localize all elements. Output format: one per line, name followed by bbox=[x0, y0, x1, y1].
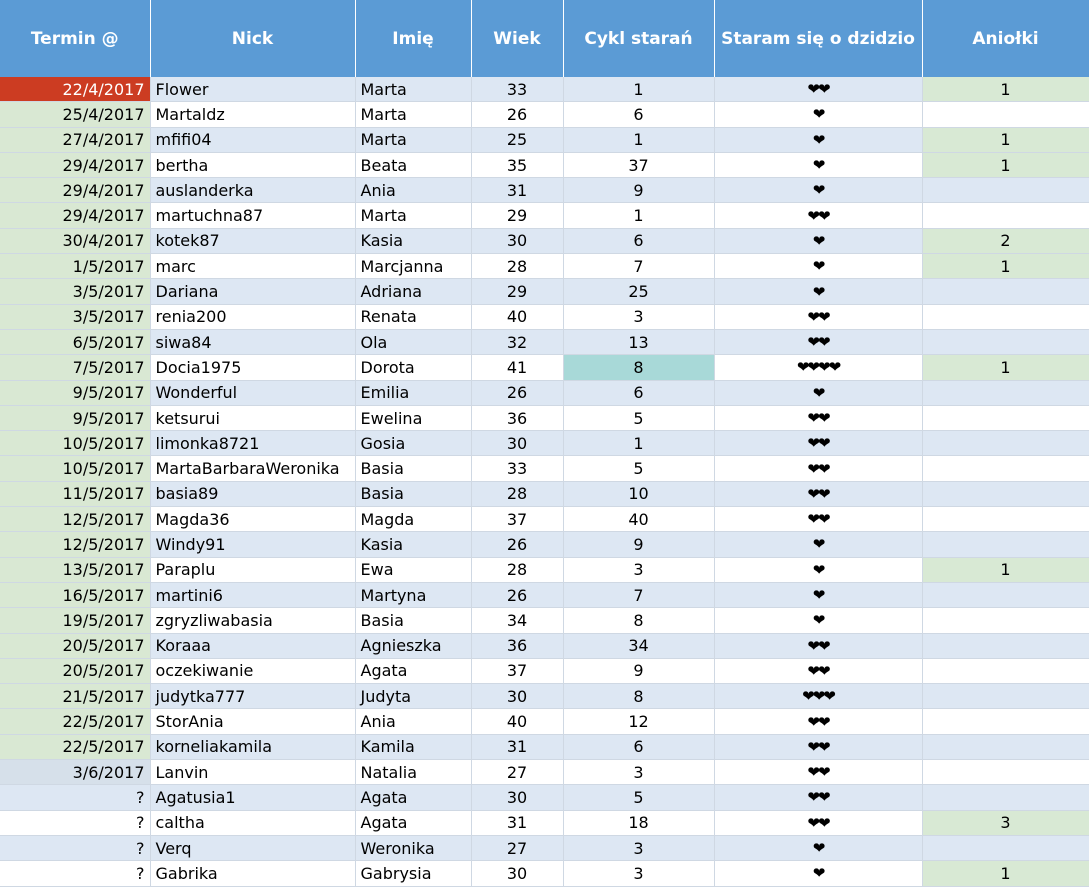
cell-wiek[interactable]: 26 bbox=[471, 532, 563, 557]
header-imie[interactable]: Imię bbox=[355, 0, 471, 77]
hearts-icon[interactable]: ❤ bbox=[714, 380, 922, 405]
cell-nick[interactable]: Verq bbox=[150, 835, 355, 860]
hearts-icon[interactable]: ❤ bbox=[714, 532, 922, 557]
cell-imie[interactable]: Magda bbox=[355, 507, 471, 532]
cell-aniolki[interactable] bbox=[922, 481, 1089, 506]
cell-imie[interactable]: Renata bbox=[355, 304, 471, 329]
cell-cykl[interactable]: 8 bbox=[563, 684, 714, 709]
hearts-icon[interactable]: ❤ bbox=[714, 608, 922, 633]
cell-aniolki[interactable] bbox=[922, 102, 1089, 127]
cell-cykl[interactable]: 3 bbox=[563, 760, 714, 785]
table-row bbox=[0, 304, 1089, 329]
hearts-icon[interactable]: ❤ bbox=[714, 178, 922, 203]
cell-aniolki[interactable]: 1 bbox=[922, 557, 1089, 582]
table-row bbox=[0, 203, 1089, 228]
cell-nick[interactable]: Koraaa bbox=[150, 633, 355, 658]
hearts-icon[interactable]: ❤ bbox=[714, 102, 922, 127]
cell-termin[interactable]: 12/5/2017 bbox=[0, 507, 150, 532]
cell-cykl[interactable]: 9 bbox=[563, 658, 714, 683]
cell-imie[interactable]: Weronika bbox=[355, 835, 471, 860]
cell-termin[interactable]: 1/5/2017 bbox=[0, 254, 150, 279]
table-row bbox=[0, 684, 1089, 709]
hearts-icon[interactable]: ❤❤❤❤ bbox=[714, 355, 922, 380]
hearts-icon[interactable]: ❤❤❤ bbox=[714, 684, 922, 709]
cell-termin[interactable]: 11/5/2017 bbox=[0, 481, 150, 506]
cell-aniolki[interactable] bbox=[922, 658, 1089, 683]
cell-nick[interactable]: siwa84 bbox=[150, 329, 355, 354]
cell-nick[interactable]: bertha bbox=[150, 152, 355, 177]
cell-cykl[interactable]: 6 bbox=[563, 380, 714, 405]
cell-imie[interactable]: Marta bbox=[355, 102, 471, 127]
table-row bbox=[0, 734, 1089, 759]
cell-imie[interactable]: Gabrysia bbox=[355, 861, 471, 886]
cell-termin[interactable]: 9/5/2017 bbox=[0, 380, 150, 405]
cell-wiek[interactable]: 36 bbox=[471, 405, 563, 430]
cell-nick[interactable]: Wonderful bbox=[150, 380, 355, 405]
cell-termin[interactable]: 22/5/2017 bbox=[0, 734, 150, 759]
cell-termin[interactable]: 19/5/2017 bbox=[0, 608, 150, 633]
cell-termin[interactable]: ? bbox=[0, 810, 150, 835]
cell-wiek[interactable]: 26 bbox=[471, 102, 563, 127]
cell-termin[interactable]: 10/5/2017 bbox=[0, 431, 150, 456]
cell-wiek[interactable]: 32 bbox=[471, 329, 563, 354]
cell-cykl[interactable]: 25 bbox=[563, 279, 714, 304]
cell-imie[interactable]: Ewa bbox=[355, 557, 471, 582]
hearts-icon[interactable]: ❤❤ bbox=[714, 304, 922, 329]
cell-nick[interactable]: Docia1975 bbox=[150, 355, 355, 380]
cell-wiek[interactable]: 29 bbox=[471, 203, 563, 228]
cell-nick[interactable]: auslanderka bbox=[150, 178, 355, 203]
cell-aniolki[interactable]: 3 bbox=[922, 810, 1089, 835]
cell-wiek[interactable]: 31 bbox=[471, 178, 563, 203]
cell-wiek[interactable]: 33 bbox=[471, 77, 563, 102]
cell-nick[interactable]: renia200 bbox=[150, 304, 355, 329]
cell-cykl[interactable]: 5 bbox=[563, 456, 714, 481]
cell-cykl[interactable]: 3 bbox=[563, 304, 714, 329]
cell-nick[interactable]: Paraplu bbox=[150, 557, 355, 582]
cell-wiek[interactable]: 30 bbox=[471, 431, 563, 456]
cell-cykl[interactable]: 6 bbox=[563, 734, 714, 759]
cell-cykl[interactable]: 3 bbox=[563, 835, 714, 860]
cell-imie[interactable]: Kasia bbox=[355, 228, 471, 253]
cell-cykl[interactable]: 13 bbox=[563, 329, 714, 354]
cell-termin[interactable]: 3/5/2017 bbox=[0, 279, 150, 304]
cell-imie[interactable]: Ewelina bbox=[355, 405, 471, 430]
table-row bbox=[0, 760, 1089, 785]
cell-aniolki[interactable] bbox=[922, 304, 1089, 329]
cell-wiek[interactable]: 28 bbox=[471, 557, 563, 582]
hearts-icon[interactable]: ❤ bbox=[714, 152, 922, 177]
cell-imie[interactable]: Dorota bbox=[355, 355, 471, 380]
hearts-icon[interactable]: ❤❤ bbox=[714, 658, 922, 683]
cell-aniolki[interactable] bbox=[922, 532, 1089, 557]
cell-wiek[interactable]: 34 bbox=[471, 608, 563, 633]
table-row bbox=[0, 431, 1089, 456]
cell-aniolki[interactable] bbox=[922, 633, 1089, 658]
cell-wiek[interactable]: 27 bbox=[471, 760, 563, 785]
table-row bbox=[0, 279, 1089, 304]
cell-aniolki[interactable] bbox=[922, 279, 1089, 304]
cell-imie[interactable]: Basia bbox=[355, 456, 471, 481]
table-row bbox=[0, 709, 1089, 734]
cell-imie[interactable]: Marcjanna bbox=[355, 254, 471, 279]
hearts-icon[interactable]: ❤❤ bbox=[714, 760, 922, 785]
cell-cykl[interactable]: 7 bbox=[563, 582, 714, 607]
cell-wiek[interactable]: 30 bbox=[471, 785, 563, 810]
table-row bbox=[0, 557, 1089, 582]
cell-cykl[interactable]: 9 bbox=[563, 178, 714, 203]
cell-cykl[interactable]: 18 bbox=[563, 810, 714, 835]
header-row bbox=[0, 0, 1089, 77]
cell-termin[interactable]: 3/5/2017 bbox=[0, 304, 150, 329]
cell-aniolki[interactable] bbox=[922, 734, 1089, 759]
cell-nick[interactable]: martuchna87 bbox=[150, 203, 355, 228]
hearts-icon[interactable]: ❤ bbox=[714, 254, 922, 279]
cell-wiek[interactable]: 40 bbox=[471, 709, 563, 734]
cell-termin[interactable]: 10/5/2017 bbox=[0, 456, 150, 481]
cell-nick[interactable]: Magda36 bbox=[150, 507, 355, 532]
table-row bbox=[0, 152, 1089, 177]
cell-imie[interactable]: Basia bbox=[355, 481, 471, 506]
cell-nick[interactable]: oczekiwanie bbox=[150, 658, 355, 683]
cell-aniolki[interactable] bbox=[922, 203, 1089, 228]
cell-aniolki[interactable] bbox=[922, 785, 1089, 810]
cell-nick[interactable]: Windy91 bbox=[150, 532, 355, 557]
cell-aniolki[interactable]: 1 bbox=[922, 77, 1089, 102]
cell-termin[interactable]: 29/4/2017 bbox=[0, 203, 150, 228]
cell-nick[interactable]: Martaldz bbox=[150, 102, 355, 127]
cell-termin[interactable]: 21/5/2017 bbox=[0, 684, 150, 709]
hearts-icon[interactable]: ❤❤ bbox=[714, 456, 922, 481]
table-row bbox=[0, 532, 1089, 557]
cell-nick[interactable]: kotek87 bbox=[150, 228, 355, 253]
cell-termin[interactable]: 20/5/2017 bbox=[0, 633, 150, 658]
table-row bbox=[0, 861, 1089, 886]
cell-cykl[interactable]: 3 bbox=[563, 861, 714, 886]
table-row bbox=[0, 355, 1089, 380]
cell-cykl[interactable]: 12 bbox=[563, 709, 714, 734]
table-row bbox=[0, 127, 1089, 152]
hearts-icon[interactable]: ❤❤ bbox=[714, 481, 922, 506]
cell-nick[interactable]: basia89 bbox=[150, 481, 355, 506]
cell-termin[interactable]: 29/4/2017 bbox=[0, 178, 150, 203]
header-wiek[interactable]: Wiek bbox=[471, 0, 563, 77]
cell-cykl[interactable]: 1 bbox=[563, 431, 714, 456]
cell-cykl[interactable]: 3 bbox=[563, 557, 714, 582]
cell-termin[interactable]: 13/5/2017 bbox=[0, 557, 150, 582]
cell-wiek[interactable]: 30 bbox=[471, 861, 563, 886]
cell-aniolki[interactable] bbox=[922, 709, 1089, 734]
cell-nick[interactable]: MartaBarbaraWeronika bbox=[150, 456, 355, 481]
cell-imie[interactable]: Martyna bbox=[355, 582, 471, 607]
cell-cykl[interactable]: 8 bbox=[563, 355, 714, 380]
cell-cykl[interactable]: 7 bbox=[563, 254, 714, 279]
cell-termin[interactable]: ? bbox=[0, 861, 150, 886]
cell-cykl[interactable]: 40 bbox=[563, 507, 714, 532]
table-row bbox=[0, 633, 1089, 658]
hearts-icon[interactable]: ❤ bbox=[714, 861, 922, 886]
cell-aniolki[interactable] bbox=[922, 684, 1089, 709]
table-row bbox=[0, 329, 1089, 354]
table-row bbox=[0, 481, 1089, 506]
cell-nick[interactable]: Agatusia1 bbox=[150, 785, 355, 810]
cell-aniolki[interactable] bbox=[922, 405, 1089, 430]
cell-cykl[interactable]: 9 bbox=[563, 532, 714, 557]
cell-nick[interactable]: korneliakamila bbox=[150, 734, 355, 759]
cell-termin[interactable]: 30/4/2017 bbox=[0, 228, 150, 253]
table-row bbox=[0, 658, 1089, 683]
cell-nick[interactable]: Dariana bbox=[150, 279, 355, 304]
cell-imie[interactable]: Judyta bbox=[355, 684, 471, 709]
cell-aniolki[interactable] bbox=[922, 380, 1089, 405]
cell-imie[interactable]: Ania bbox=[355, 709, 471, 734]
table-row bbox=[0, 102, 1089, 127]
cell-imie[interactable]: Agata bbox=[355, 810, 471, 835]
cell-aniolki[interactable] bbox=[922, 178, 1089, 203]
table-row bbox=[0, 810, 1089, 835]
cell-wiek[interactable]: 25 bbox=[471, 127, 563, 152]
cell-aniolki[interactable]: 1 bbox=[922, 127, 1089, 152]
cell-imie[interactable]: Ola bbox=[355, 329, 471, 354]
hearts-icon[interactable]: ❤❤ bbox=[714, 734, 922, 759]
cell-wiek[interactable]: 29 bbox=[471, 279, 563, 304]
cell-cykl[interactable]: 1 bbox=[563, 77, 714, 102]
cell-aniolki[interactable]: 1 bbox=[922, 861, 1089, 886]
cell-wiek[interactable]: 27 bbox=[471, 835, 563, 860]
cell-cykl[interactable]: 8 bbox=[563, 608, 714, 633]
cell-cykl[interactable]: 5 bbox=[563, 785, 714, 810]
hearts-icon[interactable]: ❤ bbox=[714, 228, 922, 253]
cell-aniolki[interactable] bbox=[922, 329, 1089, 354]
hearts-icon[interactable]: ❤❤ bbox=[714, 785, 922, 810]
header-aniolki[interactable]: Aniołki bbox=[922, 0, 1089, 77]
cell-nick[interactable]: judytka777 bbox=[150, 684, 355, 709]
cell-termin[interactable]: 22/5/2017 bbox=[0, 709, 150, 734]
cell-wiek[interactable]: 26 bbox=[471, 582, 563, 607]
table-row bbox=[0, 785, 1089, 810]
table-row bbox=[0, 228, 1089, 253]
cell-imie[interactable]: Emilia bbox=[355, 380, 471, 405]
hearts-icon[interactable]: ❤ bbox=[714, 279, 922, 304]
hearts-icon[interactable]: ❤ bbox=[714, 127, 922, 152]
cell-wiek[interactable]: 30 bbox=[471, 228, 563, 253]
hearts-icon[interactable]: ❤❤ bbox=[714, 203, 922, 228]
cell-aniolki[interactable] bbox=[922, 456, 1089, 481]
table-row bbox=[0, 405, 1089, 430]
cell-aniolki[interactable] bbox=[922, 507, 1089, 532]
cell-imie[interactable]: Beata bbox=[355, 152, 471, 177]
table-row bbox=[0, 507, 1089, 532]
cell-nick[interactable]: limonka8721 bbox=[150, 431, 355, 456]
cell-wiek[interactable]: 31 bbox=[471, 810, 563, 835]
table-row bbox=[0, 254, 1089, 279]
header-staram[interactable]: Staram się o dzidzio bbox=[714, 0, 922, 77]
cell-imie[interactable]: Kasia bbox=[355, 532, 471, 557]
cell-termin[interactable]: 29/4/2017 bbox=[0, 152, 150, 177]
cell-termin[interactable]: 6/5/2017 bbox=[0, 329, 150, 354]
cell-cykl[interactable]: 1 bbox=[563, 203, 714, 228]
cell-nick[interactable]: martini6 bbox=[150, 582, 355, 607]
cell-cykl[interactable]: 10 bbox=[563, 481, 714, 506]
cell-imie[interactable]: Adriana bbox=[355, 279, 471, 304]
cell-imie[interactable]: Agnieszka bbox=[355, 633, 471, 658]
cell-nick[interactable]: zgryzliwabasia bbox=[150, 608, 355, 633]
cell-nick[interactable]: ketsurui bbox=[150, 405, 355, 430]
cell-wiek[interactable]: 41 bbox=[471, 355, 563, 380]
cell-imie[interactable]: Marta bbox=[355, 127, 471, 152]
hearts-icon[interactable]: ❤❤ bbox=[714, 810, 922, 835]
cell-imie[interactable]: Marta bbox=[355, 77, 471, 102]
hearts-icon[interactable]: ❤ bbox=[714, 835, 922, 860]
table-row bbox=[0, 77, 1089, 102]
cell-aniolki[interactable] bbox=[922, 431, 1089, 456]
header-termin[interactable]: Termin @ bbox=[0, 0, 150, 77]
cell-nick[interactable]: marc bbox=[150, 254, 355, 279]
cell-nick[interactable]: mfifi04 bbox=[150, 127, 355, 152]
cell-wiek[interactable]: 37 bbox=[471, 658, 563, 683]
cell-termin[interactable]: 25/4/2017 bbox=[0, 102, 150, 127]
cell-wiek[interactable]: 31 bbox=[471, 734, 563, 759]
table-body bbox=[0, 77, 1089, 886]
table-row bbox=[0, 582, 1089, 607]
table-row bbox=[0, 456, 1089, 481]
cell-termin[interactable]: 20/5/2017 bbox=[0, 658, 150, 683]
hearts-icon[interactable]: ❤❤ bbox=[714, 77, 922, 102]
hearts-icon[interactable]: ❤❤ bbox=[714, 507, 922, 532]
cell-aniolki[interactable]: 1 bbox=[922, 355, 1089, 380]
cell-wiek[interactable]: 37 bbox=[471, 507, 563, 532]
hearts-icon[interactable]: ❤❤ bbox=[714, 633, 922, 658]
cell-cykl[interactable]: 6 bbox=[563, 228, 714, 253]
cell-termin[interactable]: 9/5/2017 bbox=[0, 405, 150, 430]
cell-cykl[interactable]: 34 bbox=[563, 633, 714, 658]
cell-cykl[interactable]: 1 bbox=[563, 127, 714, 152]
cell-termin[interactable]: 27/4/2017 bbox=[0, 127, 150, 152]
cell-termin[interactable]: ? bbox=[0, 835, 150, 860]
cell-nick[interactable]: Flower bbox=[150, 77, 355, 102]
header-nick[interactable]: Nick bbox=[150, 0, 355, 77]
cell-aniolki[interactable]: 1 bbox=[922, 254, 1089, 279]
hearts-icon[interactable]: ❤❤ bbox=[714, 431, 922, 456]
cell-termin[interactable]: 22/4/2017 bbox=[0, 77, 150, 102]
hearts-icon[interactable]: ❤ bbox=[714, 582, 922, 607]
cell-imie[interactable]: Gosia bbox=[355, 431, 471, 456]
table-row bbox=[0, 608, 1089, 633]
cell-termin[interactable]: 3/6/2017 bbox=[0, 760, 150, 785]
cell-nick[interactable]: caltha bbox=[150, 810, 355, 835]
cell-termin[interactable]: 16/5/2017 bbox=[0, 582, 150, 607]
cell-aniolki[interactable] bbox=[922, 835, 1089, 860]
cell-aniolki[interactable]: 1 bbox=[922, 152, 1089, 177]
hearts-icon[interactable]: ❤ bbox=[714, 557, 922, 582]
cell-imie[interactable]: Ania bbox=[355, 178, 471, 203]
cell-termin[interactable]: 12/5/2017 bbox=[0, 532, 150, 557]
cell-imie[interactable]: Marta bbox=[355, 203, 471, 228]
header-cykl[interactable]: Cykl starań bbox=[563, 0, 714, 77]
cell-nick[interactable]: Gabrika bbox=[150, 861, 355, 886]
cell-imie[interactable]: Basia bbox=[355, 608, 471, 633]
table-row bbox=[0, 835, 1089, 860]
cell-aniolki[interactable] bbox=[922, 608, 1089, 633]
cell-nick[interactable]: StorAnia bbox=[150, 709, 355, 734]
cell-wiek[interactable]: 28 bbox=[471, 254, 563, 279]
cell-wiek[interactable]: 35 bbox=[471, 152, 563, 177]
cell-aniolki[interactable] bbox=[922, 582, 1089, 607]
hearts-icon[interactable]: ❤❤ bbox=[714, 405, 922, 430]
cell-wiek[interactable]: 33 bbox=[471, 456, 563, 481]
cell-aniolki[interactable] bbox=[922, 760, 1089, 785]
cell-imie[interactable]: Agata bbox=[355, 658, 471, 683]
table-row bbox=[0, 178, 1089, 203]
hearts-icon[interactable]: ❤❤ bbox=[714, 709, 922, 734]
cell-aniolki[interactable]: 2 bbox=[922, 228, 1089, 253]
cell-cykl[interactable]: 37 bbox=[563, 152, 714, 177]
cell-wiek[interactable]: 28 bbox=[471, 481, 563, 506]
cell-cykl[interactable]: 6 bbox=[563, 102, 714, 127]
cell-imie[interactable]: Kamila bbox=[355, 734, 471, 759]
cell-imie[interactable]: Natalia bbox=[355, 760, 471, 785]
cell-termin[interactable]: 7/5/2017 bbox=[0, 355, 150, 380]
cell-nick[interactable]: Lanvin bbox=[150, 760, 355, 785]
cell-wiek[interactable]: 40 bbox=[471, 304, 563, 329]
cell-wiek[interactable]: 36 bbox=[471, 633, 563, 658]
cell-imie[interactable]: Agata bbox=[355, 785, 471, 810]
cell-wiek[interactable]: 26 bbox=[471, 380, 563, 405]
hearts-icon[interactable]: ❤❤ bbox=[714, 329, 922, 354]
cell-cykl[interactable]: 5 bbox=[563, 405, 714, 430]
table-row bbox=[0, 380, 1089, 405]
cell-termin[interactable]: ? bbox=[0, 785, 150, 810]
cell-wiek[interactable]: 30 bbox=[471, 684, 563, 709]
